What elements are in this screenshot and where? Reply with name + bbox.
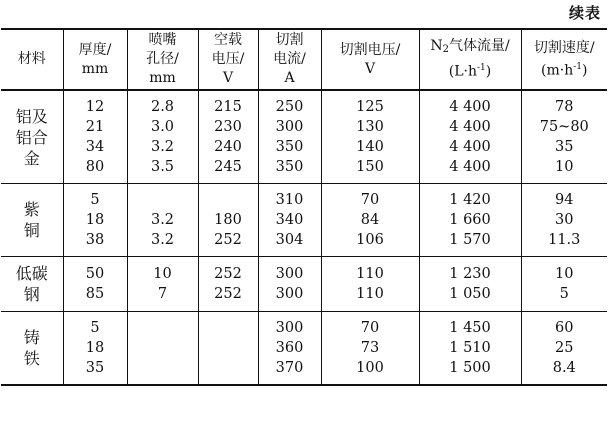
cut-current-value: 300 (275, 286, 304, 302)
header-nozzle-diameter: 喷嘴 孔径/ mm (127, 29, 198, 90)
cut-current-value: 304 (275, 232, 304, 248)
cut-voltage-cell (321, 184, 419, 257)
cut-voltage-value: 140 (356, 139, 384, 155)
cut-current-value: 350 (275, 159, 304, 175)
cut-current-value: 370 (275, 360, 304, 376)
nozzle-value: 3.5 (150, 159, 175, 175)
noload-voltage-value: 252 (214, 266, 242, 282)
cut-current-value: 300 (275, 266, 304, 282)
material-name-line: 铝及 (15, 106, 48, 126)
nozzle-cell (127, 90, 198, 184)
nozzle-cell (127, 257, 198, 312)
cut-speed-value: 78 (555, 99, 574, 115)
nozzle-value (128, 190, 198, 210)
nozzle-cell (127, 184, 198, 257)
cut-voltage-value: 100 (356, 360, 384, 376)
header-thickness: 厚度/ mm (63, 29, 127, 90)
noload-voltage-value (199, 318, 258, 338)
material-name-line: 低碳 (15, 264, 48, 283)
thickness-value: 38 (85, 232, 105, 248)
header-cutting-speed: 切割速度/ $(m\cdot h^{-1})$ (521, 29, 607, 90)
material-name-line: 钢 (23, 285, 40, 304)
cut-current-cell (258, 312, 321, 386)
cut-current-cell (258, 184, 321, 257)
cut-current-cell (258, 90, 321, 184)
nozzle-value: 7 (157, 286, 168, 302)
nozzle-value (128, 318, 198, 338)
cut-speed-cell (521, 184, 607, 257)
cut-speed-value: 94 (555, 192, 574, 208)
cut-speed-value: 30 (555, 212, 574, 228)
nozzle-value: 3.2 (150, 139, 175, 155)
gas-flow-cell (419, 184, 521, 257)
noload-voltage-value: 215 (214, 99, 242, 115)
gas-flow-cell (419, 257, 521, 312)
gas-flow-value: 1 420 (449, 192, 491, 208)
header-row (1, 29, 607, 90)
cut-voltage-value: 110 (356, 266, 384, 282)
material-name-line: 金 (23, 148, 40, 168)
gas-flow-value: 4 400 (449, 159, 491, 175)
nozzle-value: 3.2 (150, 212, 175, 228)
cut-speed-value: 10 (555, 266, 574, 282)
gas-flow-value: 1 450 (449, 320, 491, 336)
material-name-cell (1, 312, 63, 386)
cut-voltage-value: 73 (360, 340, 380, 356)
thickness-value: 85 (85, 286, 105, 302)
material-group-row (1, 184, 607, 257)
thickness-cell (63, 90, 127, 184)
cut-voltage-value: 106 (356, 232, 384, 248)
material-name-cell (1, 257, 63, 312)
plasma-cutting-parameters-table (1, 28, 607, 386)
cut-voltage-cell (321, 90, 419, 184)
thickness-value: 18 (85, 340, 105, 356)
noload-voltage-value: 180 (214, 212, 242, 228)
noload-voltage-value: 230 (214, 119, 242, 135)
material-name-line: 铝合 (15, 127, 48, 147)
cut-current-value: 300 (275, 320, 304, 336)
thickness-value: 5 (90, 192, 100, 208)
header-material: 材料 (1, 29, 63, 90)
cut-voltage-value: 110 (356, 286, 384, 302)
thickness-value: 18 (85, 212, 105, 228)
gas-flow-value: 4 400 (449, 99, 491, 115)
cut-current-value: 340 (275, 212, 304, 228)
gas-flow-cell (419, 312, 521, 386)
gas-flow-value: 4 400 (449, 119, 491, 135)
thickness-value: 50 (85, 266, 105, 282)
noload-voltage-cell (198, 257, 258, 312)
cut-speed-value: 60 (555, 320, 574, 336)
table-caption: 续表 (568, 4, 601, 22)
noload-voltage-value: 245 (214, 159, 242, 175)
nozzle-value: 3.2 (150, 232, 175, 248)
material-name-line: 铜 (23, 221, 40, 240)
material-name-line: 铁 (23, 349, 40, 368)
thickness-value: 5 (90, 320, 100, 336)
cut-speed-value: 25 (555, 340, 574, 356)
noload-voltage-cell (198, 312, 258, 386)
material-name-line: 紫 (23, 200, 40, 219)
thickness-value: 34 (85, 139, 105, 155)
material-group-row (1, 312, 607, 386)
cut-speed-value: 5 (559, 286, 569, 302)
gas-flow-value: 1 570 (449, 232, 491, 248)
material-group-row (1, 90, 607, 184)
cut-speed-value: 75~80 (539, 119, 589, 135)
nozzle-value (128, 358, 198, 378)
noload-voltage-value: 240 (214, 139, 242, 155)
noload-voltage-cell (198, 184, 258, 257)
thickness-cell (63, 184, 127, 257)
noload-voltage-value (199, 338, 258, 358)
nozzle-value (128, 338, 198, 358)
gas-flow-cell (419, 90, 521, 184)
thickness-value: 35 (85, 360, 105, 376)
gas-flow-value: 4 400 (449, 139, 491, 155)
noload-voltage-value (199, 358, 258, 378)
material-name-line: 铸 (23, 328, 40, 347)
gas-flow-value: 1 230 (449, 266, 491, 282)
cut-speed-cell (521, 312, 607, 386)
cut-current-value: 360 (275, 340, 304, 356)
cut-voltage-value: 150 (356, 159, 384, 175)
noload-voltage-cell (198, 90, 258, 184)
gas-flow-value: 1 510 (449, 340, 491, 356)
noload-voltage-value: 252 (214, 232, 242, 248)
cut-voltage-cell (321, 312, 419, 386)
header-n2-gas-flow: $N_2$气体流量/ $(L\cdot h^{-1})$ (419, 29, 521, 90)
cut-voltage-value: 125 (356, 99, 384, 115)
thickness-value: 21 (85, 119, 105, 135)
gas-flow-value: 1 660 (449, 212, 491, 228)
noload-voltage-value (199, 190, 258, 210)
cut-speed-value: 11.3 (548, 232, 581, 248)
cut-current-value: 300 (275, 119, 304, 135)
material-name-cell (1, 90, 63, 184)
nozzle-value: 3.0 (150, 119, 175, 135)
material-name-cell (1, 184, 63, 257)
cut-current-value: 250 (275, 99, 304, 115)
thickness-value: 12 (85, 99, 105, 115)
thickness-cell (63, 312, 127, 386)
cut-speed-value: 8.4 (552, 360, 576, 376)
material-group-row (1, 257, 607, 312)
cut-voltage-cell (321, 257, 419, 312)
gas-flow-value: 1 500 (449, 360, 491, 376)
cut-current-value: 350 (275, 139, 304, 155)
header-noload-voltage: 空载 电压/ V (198, 29, 258, 90)
nozzle-value: 10 (153, 266, 172, 282)
header-cutting-voltage: 切割电压/ V (321, 29, 419, 90)
cut-current-cell (258, 257, 321, 312)
noload-voltage-value: 252 (214, 286, 242, 302)
thickness-cell (63, 257, 127, 312)
nozzle-cell (127, 312, 198, 386)
cut-voltage-value: 70 (360, 320, 380, 336)
cut-speed-cell (521, 90, 607, 184)
cut-speed-cell (521, 257, 607, 312)
cut-voltage-value: 130 (356, 119, 384, 135)
cut-voltage-value: 70 (360, 192, 380, 208)
header-cutting-current: 切割 电流/ A (258, 29, 321, 90)
thickness-value: 80 (85, 159, 105, 175)
nozzle-value: 2.8 (150, 99, 175, 115)
gas-flow-value: 1 050 (449, 286, 491, 302)
cut-speed-value: 35 (555, 139, 574, 155)
cut-speed-value: 10 (555, 159, 574, 175)
cut-voltage-value: 84 (360, 212, 380, 228)
cut-current-value: 310 (275, 192, 304, 208)
